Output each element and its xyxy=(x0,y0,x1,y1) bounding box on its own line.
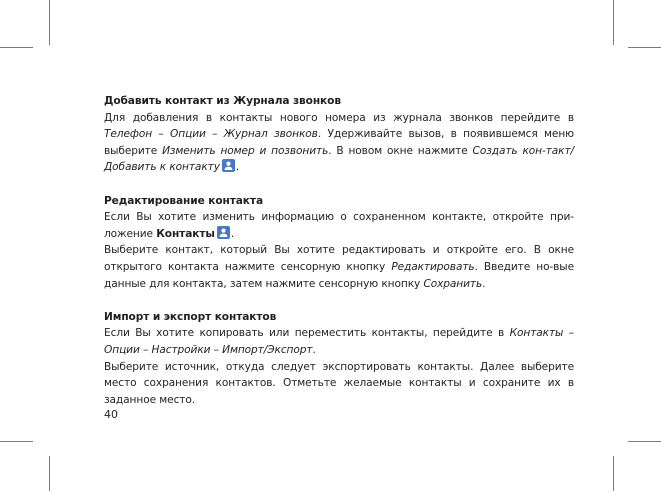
text-run: . xyxy=(482,277,486,290)
crop-mark-top-right xyxy=(613,0,614,45)
manual-page-content xyxy=(104,93,574,425)
text-run: Если Вы хотите изменить информацию о сохраненном контакте, откройте при-ложение xyxy=(104,211,574,240)
crop-mark-bottom-right xyxy=(613,456,614,491)
section-import-export xyxy=(104,309,574,409)
text-run: . Удерживайте вызов, в появившемся меню выберите xyxy=(104,128,574,157)
text-run: . Введите но-вые данные для контакта, затем нажмите сенсорную кнопку xyxy=(104,260,574,290)
app-name-contacts: Контакты xyxy=(156,227,215,240)
paragraph xyxy=(104,209,574,242)
menu-item-create-contact: Создать кон-такт/Добавить к контакту xyxy=(104,144,574,174)
paragraph xyxy=(104,359,574,409)
crop-mark-right-bottom xyxy=(628,441,661,442)
menu-item-edit-number: Изменить номер и позвонить xyxy=(162,144,329,157)
text-run: . В новом окне нажмите xyxy=(328,144,473,157)
section-heading: Добавить контакт из Журнала звонков xyxy=(104,95,341,107)
crop-mark-top-left xyxy=(49,0,50,45)
button-name-save: Сохранить xyxy=(423,277,483,290)
section-add-from-call-log xyxy=(104,93,574,176)
menu-path-import-export: Контакты – Опции – Настройки – Импорт/Экспорт xyxy=(104,327,574,356)
button-name-edit: Редактировать xyxy=(391,260,475,273)
section-edit-contact xyxy=(104,193,574,293)
text-run: . xyxy=(230,227,235,240)
text-run: Если Вы хотите копировать или переместить контакты, перейдите в xyxy=(104,327,510,340)
text-run: . xyxy=(312,343,316,356)
section-heading: Импорт и экспорт контактов xyxy=(104,310,277,323)
menu-path-call-log: Телефон – Опции – Журнал звонков xyxy=(104,128,318,141)
section-heading: Редактирование контакта xyxy=(104,194,263,207)
crop-mark-left-top xyxy=(0,47,33,48)
page-number: 40 xyxy=(104,408,118,421)
crop-mark-left-bottom xyxy=(0,441,33,442)
crop-mark-right-top xyxy=(628,47,661,48)
text-run: Для добавления в контакты нового номера из журнала звонков перейдите в xyxy=(104,111,574,124)
text-run: . xyxy=(235,161,240,174)
text-run: Выберите контакт, который Вы хотите редактировать и откройте его. В окне открытого контакта нажмите сенсорную кнопку xyxy=(104,244,574,273)
contact-icon xyxy=(222,159,235,172)
paragraph xyxy=(104,110,574,176)
crop-mark-bottom-left xyxy=(49,456,50,491)
text-run: Выберите источник, откуда следует экспортировать контакты. Далее выберите место сохранения контактов. Отметьте желаемые контакты и сохраните их в заданное место. xyxy=(104,360,574,406)
contact-icon xyxy=(217,226,230,239)
paragraph xyxy=(104,325,574,358)
paragraph xyxy=(104,242,574,292)
